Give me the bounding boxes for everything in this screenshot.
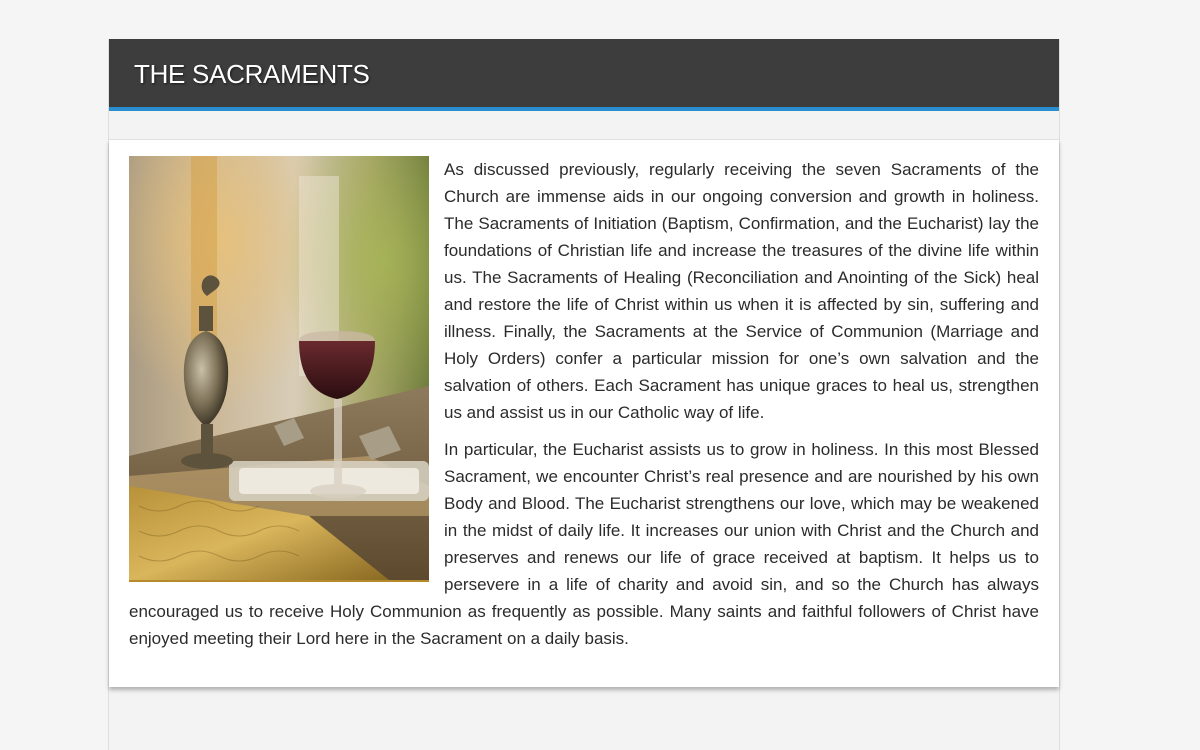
paragraph-eucharist: In particular, the Eucharist assists us to grow in holiness. In this most Blessed Sacrament, we encounter Christ’s real presence and are nourished by his own Body and Blood. The Eucharist strengthens our love, which may be weakened in the midst of daily life. It increases our union with Christ and the Church and preserves and renews our life of grace received at baptism. It helps us to persevere in a life of charity and avoid sin, and so the Church has always encouraged us to receive Holy Communion as frequently as possible. Many saints and faithful followers of Christ have enjoyed meeting their Lord here in the Sacrament on a daily basis. [129, 440, 1039, 648]
header-spacer [109, 111, 1059, 140]
sacrament-photo [129, 156, 429, 582]
page-frame [108, 39, 1060, 750]
section-header [109, 39, 1059, 111]
page-title: THE SACRAMENTS [134, 59, 370, 89]
content-card [109, 140, 1059, 687]
paragraph-sacraments-overview: As discussed previously, regularly receiving the seven Sacraments of the Church are immense aids in our ongoing conversion and growth in holiness. The Sacraments of Initiation (Baptism, Confirmation, and the Eucharist) lay the foundations of Christian life and increase the treasures of the divine life within us. The Sacraments of Healing (Reconciliation and Anointing of the Sick) heal and restore the life of Christ within us when it is affected by sin, suffering and illness. Finally, the Sacraments at the Service of Communion (Marriage and Holy Orders) confer a particular mission for one’s own salvation and the salvation of others. Each Sacrament has unique graces to heal us, strengthen us and assist us in our Catholic way of life. [444, 160, 1039, 422]
sacrament-photo-image [129, 156, 429, 580]
